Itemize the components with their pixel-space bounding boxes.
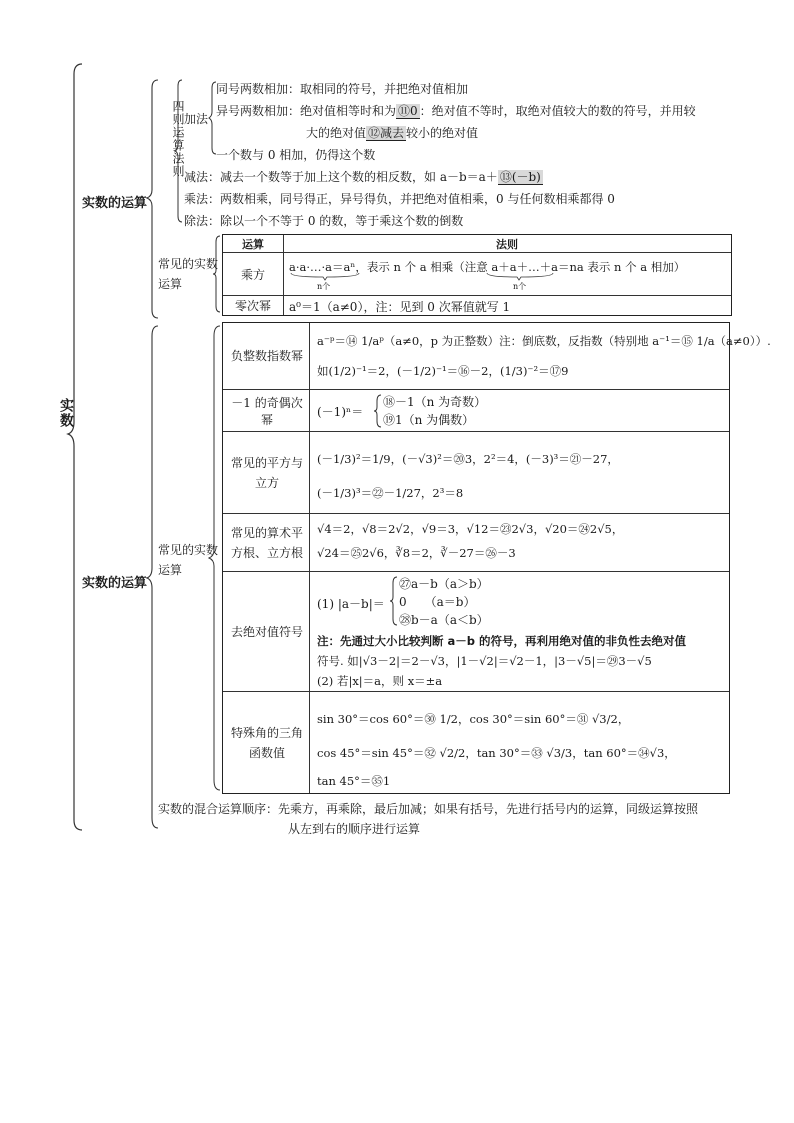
- add-item-2-tail: ：绝对值不等时，取绝对值较大的数的符号，并用较: [419, 104, 696, 118]
- sub-text: 减法：减去一个数等于加上这个数的相反数，如 a－b＝a＋: [184, 170, 498, 184]
- row-roots-line1: √4＝2，√8＝2√2，√9＝3，√12＝㉓2√3，√20＝㉔2√5，: [317, 522, 624, 536]
- row-parity-lead: (－1)ⁿ＝: [317, 405, 364, 419]
- row-neg-exp-line2: 如(1/2)⁻¹＝2，(－1/2)⁻¹＝⑯－2，(1/3)⁻²＝⑰9: [317, 364, 569, 378]
- row-abs-case3: ㉘b－a（a＜b）: [399, 613, 489, 627]
- mul-rule: 乘法：两数相乘，同号得正，异号得负，并把绝对值相乘，0 与任何数相乘都得 0: [184, 192, 615, 206]
- add-item-3: [306, 124, 478, 141]
- table-head-op: 运算: [242, 237, 264, 251]
- answer-12: ⑫减去: [368, 126, 405, 140]
- mixed-order-rule-cont: 从左到右的顺序进行运算: [288, 822, 421, 836]
- parity-brace: [373, 393, 383, 429]
- four-ops-brace: [174, 78, 184, 224]
- add-item-3-text: 大的绝对值: [306, 126, 367, 140]
- answer-13: ⑬(－b): [499, 170, 541, 184]
- row-roots-line2: √24＝㉕2√6，∛8＝2，∛－27＝㉖－3: [317, 546, 516, 560]
- row-abs-lead: (1) |a－b|＝: [317, 597, 385, 611]
- sec1-common-brace: [212, 234, 222, 314]
- root-brace: [66, 62, 86, 832]
- row-abs-note: 注：先通过大小比较判断 a－b 的符号，再利用绝对值的非负性去绝对值: [317, 634, 686, 648]
- sec1-table: [222, 234, 732, 316]
- add-item-2-text: 异号两数相加：绝对值相等时和为: [216, 104, 397, 118]
- add-item-1: 同号两数相加：取相同的符号，并把绝对值相加: [216, 82, 469, 96]
- row-abs-case2: 0 （a＝b）: [399, 595, 476, 609]
- row-abs-example: 符号. 如|√3－2|＝2－√3，|1－√2|＝√2－1，|3－√5|＝㉙3－√5: [317, 654, 652, 668]
- row-abs-case1: ㉗a－b（a＞b）: [399, 577, 489, 591]
- row-parity-even: ⑲1（n 为偶数）: [383, 413, 475, 427]
- row-trig-label: 特殊角的三角函数值: [231, 725, 304, 760]
- sec1-title: 实数的运算: [82, 196, 148, 211]
- sec2-title: 实数的运算: [82, 576, 148, 591]
- pow-n-1: n个: [317, 282, 331, 291]
- pow-n-2: n个: [513, 282, 527, 291]
- row-sq-cube-label: 常见的平方与立方: [231, 455, 304, 490]
- add-item-3-tail: 较小的绝对值: [406, 126, 479, 140]
- row-roots-label: 常见的算术平方根、立方根: [230, 525, 303, 560]
- row-parity-odd: ⑱－1（n 为奇数）: [383, 395, 487, 409]
- answer-11: ⑪0: [398, 104, 418, 118]
- root-label: 实数: [58, 398, 74, 428]
- row-neg-exp-label: 负整数指数幂: [231, 349, 304, 363]
- row-trig-line1: sin 30°＝cos 60°＝㉚ 1/2，cos 30°＝sin 60°＝㉛ √3/2，: [317, 712, 630, 726]
- row-abs-part2: (2) 若|x|＝a，则 x＝±a: [317, 674, 443, 688]
- four-ops-label: 四则运算法则: [171, 100, 185, 178]
- sub-rule: [184, 168, 543, 185]
- mixed-order-rule: 实数的混合运算顺序：先乘方，再乘除，最后加减；如果有括号，先进行括号内的运算，同级运算按照: [158, 802, 699, 816]
- sec2-common-label: 常见的实数运算: [158, 543, 219, 577]
- div-rule: 除法：除以一个不等于 0 的数，等于乘这个数的倒数: [184, 214, 464, 228]
- pow-label: 乘方: [240, 267, 265, 282]
- zero-label: 零次幂: [234, 299, 271, 313]
- add-item-2: [216, 102, 696, 119]
- row-neg-exp-line1: a⁻ᵖ＝⑭ 1/aᵖ（a≠0，p 为正整数）注：倒底数，反指数（特别地 a⁻¹＝⑮ 1/a（a≠0））.: [317, 334, 771, 348]
- sec2-common-brace: [208, 324, 222, 792]
- row-trig-line3: tan 45°＝㉟1: [317, 774, 391, 788]
- row-trig-line2: cos 45°＝sin 45°＝㉜ √2/2，tan 30°＝㉝ √3/3，tan 60°＝㉞√3，: [317, 746, 676, 760]
- pow-rule: a·a·…·a＝aⁿ，表示 n 个 a 相乘（注意 a＋a＋…＋a＝na 表示 n 个 a 相加）: [289, 260, 686, 274]
- zero-rule: a⁰＝1（a≠0），注：见到 0 次幂值就写 1: [289, 300, 511, 314]
- add-label: 加法: [184, 112, 209, 126]
- sec2-table: [222, 322, 771, 794]
- abs-brace: [389, 575, 399, 627]
- sec1-common-label: 常见的实数运算: [158, 257, 219, 291]
- add-item-4: 一个数与 0 相加，仍得这个数: [216, 148, 376, 162]
- row-sq-cube-line1: (－1/3)²＝1/9，(－√3)²＝⑳3，2²＝4，(－3)³＝㉑－27，: [317, 452, 619, 466]
- row-sq-cube-line2: (－1/3)³＝㉒－1/27，2³＝8: [317, 486, 464, 500]
- table-head-rule: 法则: [496, 237, 518, 251]
- row-parity-label: －1 的奇偶次幂: [231, 395, 303, 427]
- row-abs-label: 去绝对值符号: [230, 625, 303, 639]
